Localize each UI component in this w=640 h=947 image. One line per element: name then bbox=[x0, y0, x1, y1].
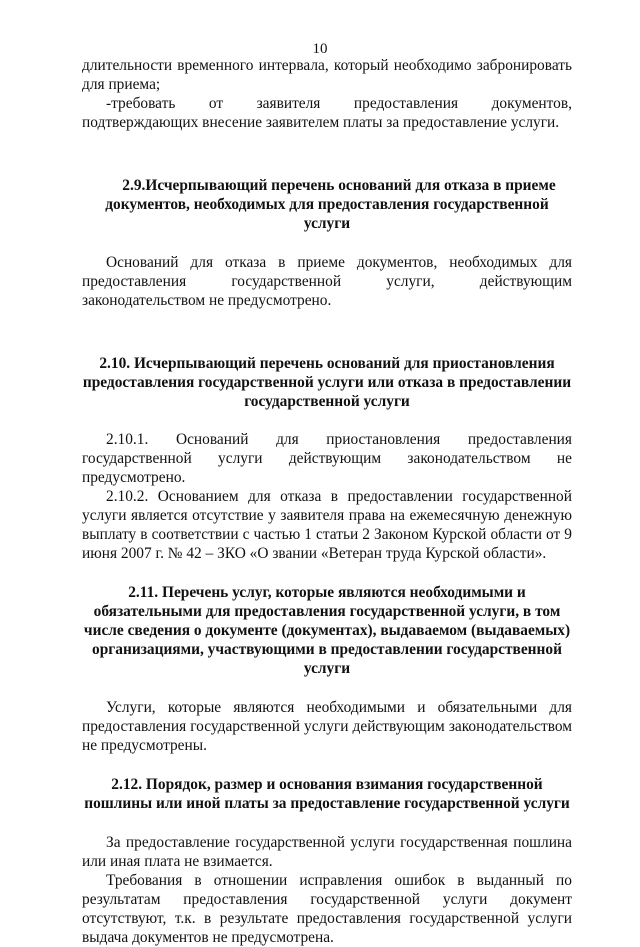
spacer bbox=[82, 411, 572, 430]
paragraph-section-2-12-fee: За предоставление государственной услуги государственная пошлина или иная плата не взимается. bbox=[82, 834, 572, 870]
spacer bbox=[82, 563, 572, 583]
page-number: 10 bbox=[312, 41, 328, 57]
spacer bbox=[82, 132, 572, 176]
paragraph-section-2-11: Услуги, которые являются необходимыми и обязательными для предоставления государственной услуги действующим законодательством не предусмотрены. bbox=[82, 699, 572, 754]
paragraph-section-2-9: Оснований для отказа в приеме документов, необходимых для предоставления государственной услуги, действующим законодательством не предусмотрено. bbox=[82, 254, 572, 309]
paragraph-payment-documents: -требовать от заявителя предоставления документов, подтверждающих внесение заявителем платы за предоставление услуги. bbox=[82, 95, 572, 131]
paragraph-interval: длительности временного интервала, который необходимо забронировать для приема; bbox=[82, 57, 572, 93]
paragraph-section-2-10-2: 2.10.2. Основанием для отказа в предоставлении государственной услуги является отсутствие у заявителя права на ежемесячную денежную выплату в соответствии с частью 1 статьи 2 Законом Курской области от 9 июня 2007 г. № 42 – ЗКО «О звании «Ветеран труда Курской области». bbox=[82, 488, 572, 562]
paragraph-section-2-12-corrections: Требования в отношении исправления ошибок в выданный по результатам предоставления государственной услуги документ отсутствуют, т.к. в результате предоставления государственной услуги выдача документов не предусмотрена. bbox=[82, 872, 572, 946]
document-body bbox=[82, 56, 572, 947]
heading-section-2-12: 2.12. Порядок, размер и основания взимания государственной пошлины или иной платы за предоставление государственной услуги bbox=[84, 776, 570, 812]
spacer bbox=[82, 678, 572, 698]
spacer bbox=[82, 755, 572, 775]
heading-section-2-9: 2.9.Исчерпывающий перечень оснований для отказа в приеме документов, необходимых для предоставления государственной услуги bbox=[105, 177, 556, 232]
paragraph-section-2-10-1: 2.10.1. Оснований для приостановления предоставления государственной услуги действующим законодательством не предусмотрено. bbox=[82, 431, 572, 486]
spacer bbox=[82, 310, 572, 354]
heading-section-2-10: 2.10. Исчерпывающий перечень оснований для приостановления предоставления государственной услуги или отказа в предоставлении государственной услуги bbox=[82, 355, 572, 410]
spacer bbox=[82, 233, 572, 253]
heading-section-2-11: 2.11. Перечень услуг, которые являются необходимыми и обязательными для предоставления государственной услуги, в том числе сведения о документе (документах), выдаваемом (выдаваемых) организациями, участвующими в предоставлении государственной услуги bbox=[83, 584, 571, 677]
spacer bbox=[82, 813, 572, 833]
